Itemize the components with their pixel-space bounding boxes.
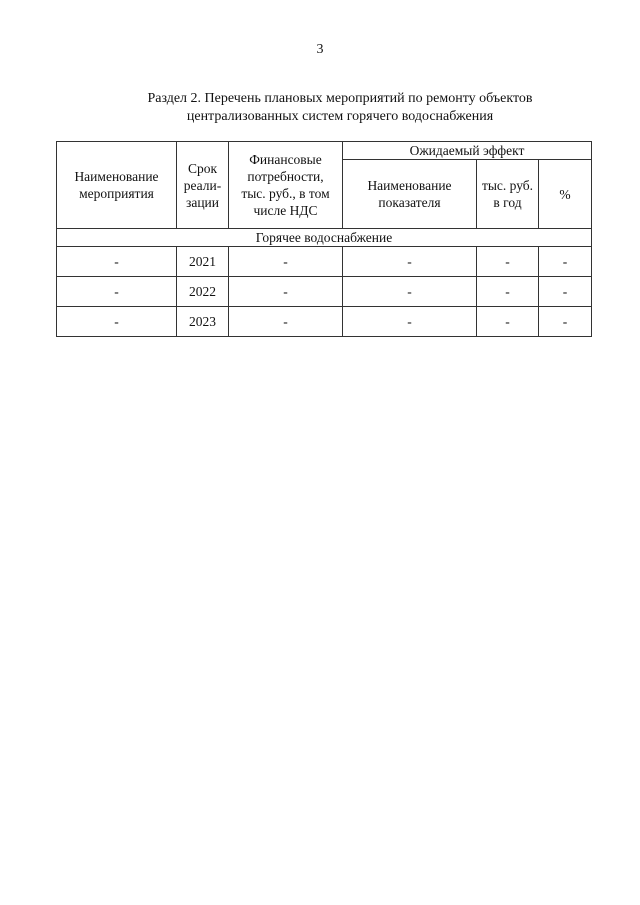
cell-financial-needs: - — [229, 247, 343, 277]
header-percent: % — [539, 160, 592, 229]
cell-financial-needs: - — [229, 277, 343, 307]
cell-measure-name: - — [57, 277, 177, 307]
header-thousand-rub-per-year: тыс. руб. в год — [477, 160, 539, 229]
page-number: 3 — [316, 42, 324, 57]
cell-percent: - — [539, 247, 592, 277]
cell-year: 2023 — [177, 307, 229, 337]
table-row — [57, 247, 592, 277]
measures-table — [56, 141, 592, 337]
section-title-line-2: централизованных систем горячего водоснабжения — [186, 109, 494, 124]
cell-measure-name: - — [57, 307, 177, 337]
header-expected-effect: Ожидаемый эффект — [343, 142, 592, 160]
cell-thousand-rub-per-year: - — [477, 247, 539, 277]
cell-percent: - — [539, 277, 592, 307]
header-implementation-term: Срок реали- зации — [177, 142, 229, 229]
table-row — [57, 277, 592, 307]
cell-year: 2021 — [177, 247, 229, 277]
header-financial-needs: Финансовые потребности, тыс. руб., в том числе НДС — [229, 142, 343, 229]
section-title — [100, 90, 580, 126]
cell-percent: - — [539, 307, 592, 337]
table-row — [57, 307, 592, 337]
header-indicator-name: Наименование показателя — [343, 160, 477, 229]
section-title-line-1: Раздел 2. Перечень плановых мероприятий по ремонту объектов — [147, 91, 533, 106]
cell-indicator-name: - — [343, 247, 477, 277]
table-header-row — [57, 142, 592, 160]
cell-financial-needs: - — [229, 307, 343, 337]
cell-thousand-rub-per-year: - — [477, 277, 539, 307]
cell-measure-name: - — [57, 247, 177, 277]
cell-thousand-rub-per-year: - — [477, 307, 539, 337]
cell-indicator-name: - — [343, 277, 477, 307]
group-label: Горячее водоснабжение — [57, 229, 592, 247]
group-row — [57, 229, 592, 247]
cell-year: 2022 — [177, 277, 229, 307]
header-measure-name: Наименование мероприятия — [57, 142, 177, 229]
cell-indicator-name: - — [343, 307, 477, 337]
